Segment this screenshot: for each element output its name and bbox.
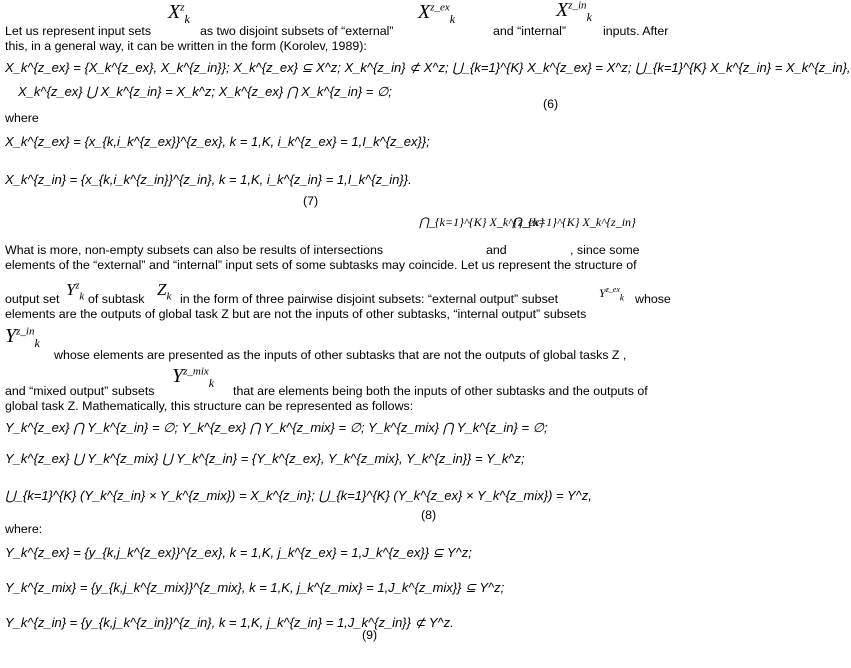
p1-text-3: and “internal” bbox=[493, 24, 567, 38]
p2-text-3: , since some bbox=[570, 243, 640, 257]
sym-z: $Z_k$ bbox=[157, 280, 172, 303]
eq8-line-3: ⋃_{k=1}^{K} (Y_k^{z_in} × Y_k^{z_mix}) = X_k^{z_in}; ⋃_{k=1}^{K} (Y_k^{z_ex} × Y_k^{z_mix}) = Y^z, bbox=[5, 488, 592, 503]
p2-text-1: What is more, non-empty subsets can also be results of intersections bbox=[5, 243, 384, 257]
where-2: where: bbox=[5, 522, 43, 536]
eq7-label: (7) bbox=[303, 194, 319, 208]
intersection-ex: ⋂_{k=1}^{K} X_k^{z_ex} bbox=[419, 215, 545, 229]
eq6-line-1: X_k^{z_ex} = {X_k^{z_ex}, X_k^{z_in}}; X_k^{z_ex} ⊆ X^z; X_k^{z_in} ⊄ X^z; ⋃_{k=1}^{K} X_k^{z_ex} = X^z; ⋃_{k=1}^{K} X_k^{z_in} = X_k^{z_in}, bbox=[5, 60, 851, 75]
sym-x-ex: $X^{z\_ex}_k$ bbox=[418, 1, 456, 26]
sym-x: $X^z_k$ bbox=[168, 1, 190, 26]
eq9-line-3: Y_k^{z_in} = {y_{k,j_k^{z_in}}^{z_in}, k = 1,K, j_k^{z_in} = 1,J_k^{z_in}} ⊄ Y^z. bbox=[5, 615, 454, 630]
p2-text-8: whose elements are presented as the inputs of other subtasks that are not the outputs of global tasks Z , bbox=[54, 348, 627, 362]
p1-text-4: inputs. After bbox=[603, 24, 669, 38]
p2-text-2: and bbox=[486, 243, 507, 257]
eq8-label: (8) bbox=[421, 508, 437, 522]
intersection-in: ⋂_{k=1}^{K} X_k^{z_in} bbox=[512, 215, 636, 229]
eq6-label: (6) bbox=[543, 97, 559, 111]
eq9-line-2: Y_k^{z_mix} = {y_{k,j_k^{z_mix}}^{z_mix}, k = 1,K, j_k^{z_mix} = 1,J_k^{z_mix}} ⊆ Y^z; bbox=[5, 580, 505, 595]
p2-text-4: output set bbox=[5, 292, 60, 306]
eq8-line-2: Y_k^{z_ex} ⋃ Y_k^{z_mix} ⋃ Y_k^{z_in} = {Y_k^{z_ex}, Y_k^{z_mix}, Y_k^{z_in}} = Y_k^z; bbox=[5, 451, 525, 466]
where-1: where bbox=[5, 111, 39, 125]
sym-x-in: $X^{z\_in}_k$ bbox=[556, 0, 592, 24]
eq7-line-1: X_k^{z_ex} = {x_{k,i_k^{z_ex}}^{z_ex}, k = 1,K, i_k^{z_ex} = 1,I_k^{z_ex}}; bbox=[5, 134, 430, 149]
eq9-label: (9) bbox=[362, 628, 378, 642]
p2-text-6: in the form of three pairwise disjoint subsets: “external output” subset bbox=[180, 292, 559, 306]
p2-line-2: elements of the “external” and “internal” input sets of some subtasks may coincide. Let us represent the structure of bbox=[5, 258, 637, 272]
sym-y: $Y^z_k$ bbox=[66, 280, 85, 303]
eq7-line-2: X_k^{z_in} = {x_{k,i_k^{z_in}}^{z_in}, k = 1,K, i_k^{z_in} = 1,I_k^{z_in}}. bbox=[5, 172, 412, 187]
sym-y-ex: $Y^{z\_ex}_k$ bbox=[599, 285, 624, 303]
p2-text-5: of subtask bbox=[88, 292, 145, 306]
p1-line-2: this, in a general way, it can be written in the form (Korolev, 1989): bbox=[5, 39, 367, 53]
p2-line-7: global task Z. Mathematically, this structure can be represented as follows: bbox=[5, 399, 414, 413]
sym-y-mix: $Y^{z\_mix}_k$ bbox=[172, 365, 215, 390]
p1-text-2: as two disjoint subsets of “external” bbox=[200, 24, 394, 38]
sym-y-in: $Y^{z\_in}_k$ bbox=[5, 325, 40, 350]
p1-text-1: Let us represent input sets bbox=[5, 24, 152, 38]
eq9-line-1: Y_k^{z_ex} = {y_{k,j_k^{z_ex}}^{z_ex}, k = 1,K, j_k^{z_ex} = 1,J_k^{z_ex}} ⊆ Y^z; bbox=[5, 545, 472, 560]
eq8-line-1: Y_k^{z_ex} ⋂ Y_k^{z_in} = ∅; Y_k^{z_ex} ⋂ Y_k^{z_mix} = ∅; Y_k^{z_mix} ⋂ Y_k^{z_in} = ∅; bbox=[5, 420, 548, 435]
p2-text-9: and “mixed output” subsets bbox=[5, 384, 155, 398]
p2-text-10: that are elements being both the inputs of other subtasks and the outputs of bbox=[233, 384, 648, 398]
p2-text-7: whose bbox=[635, 292, 671, 306]
p2-line-4: elements are the outputs of global task Z but are not the inputs of other subtasks, “internal output” subsets bbox=[5, 307, 587, 321]
eq6-line-2: X_k^{z_ex} ⋃ X_k^{z_in} = X_k^z; X_k^{z_ex} ⋂ X_k^{z_in} = ∅; bbox=[18, 84, 392, 99]
